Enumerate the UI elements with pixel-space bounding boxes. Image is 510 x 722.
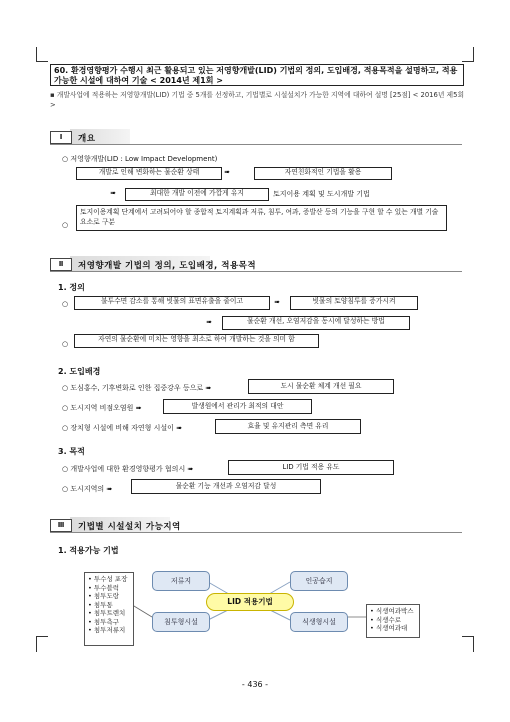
background-row-1: ○ 도심홍수, 기후변화로 인한 집중강우 등으로 ➠ — [62, 384, 212, 392]
section-3-number: Ⅲ — [50, 519, 72, 532]
list-item: • 식생여과박스 — [370, 607, 414, 615]
question-note: ▪ 개발사업에 적용하는 저영향개발(LID) 기법 중 5개를 선정하고, 기법별로 시설설치가 가능한 지역에 대하여 설명 [25점] < 2016년 제5회 > — [50, 91, 465, 109]
purpose-box-2: 물순환 기능 개선과 오염저감 달성 — [131, 479, 321, 494]
node-retention-pond: 저류지 — [152, 571, 210, 591]
purpose-box-1: LID 기법 적용 유도 — [228, 460, 394, 475]
node-infiltration-facility: 침투형시설 — [152, 612, 210, 632]
vegetation-list — [366, 604, 420, 638]
definition-box-4: 자연의 물순환에 미치는 영향을 최소로 하여 개발하는 것을 의미 함 — [74, 334, 319, 348]
purpose-heading: 3. 목적 — [58, 447, 85, 456]
list-item: • 식생여과대 — [370, 624, 408, 632]
section-2-number: Ⅱ — [50, 258, 72, 271]
purpose-row-1: ○ 개발사업에 대한 환경영향평가 협의시 ➠ — [62, 465, 194, 473]
list-item: • 침투측구 — [88, 617, 120, 626]
lid-center-node: LID 적용기법 — [206, 593, 294, 611]
list-item: • 식생수로 — [370, 615, 402, 624]
definition-bullet: ○ — [62, 340, 69, 348]
list-item: • 투수성 포장 — [88, 575, 128, 583]
definition-box-1: 불투수면 감소를 통해 빗물의 표면유출을 줄이고 — [74, 296, 270, 310]
background-row-2: ○ 도시지역 비점오염원 ➠ — [62, 404, 142, 412]
overview-box-1: 개발로 인해 변화하는 물순환 상태 — [76, 167, 222, 180]
background-row-3: ○ 장치형 시설에 비해 자연형 시설이 ➠ — [62, 424, 182, 432]
node-vegetation-facility: 식생형시설 — [290, 612, 348, 632]
definition-heading: 1. 정의 — [58, 283, 85, 292]
section-1-title: 개요 — [78, 134, 96, 144]
definition-bullet: ○ — [62, 300, 69, 308]
overview-box-3: 최대한 개발 이전에 가깝게 유지 — [125, 188, 269, 201]
section-1-number: Ⅰ — [50, 131, 72, 144]
page-number: - 436 - — [241, 680, 269, 689]
list-item: • 침투저류지 — [88, 626, 126, 634]
arrow-icon: ➠ — [224, 168, 230, 176]
list-item: • 침투통 — [88, 600, 113, 609]
overview-line-3-tail: 토지이용 계획 및 도시개발 기법 — [273, 190, 370, 198]
applicable-heading: 1. 적용가능 기법 — [58, 546, 119, 555]
arrow-icon: ➠ — [274, 298, 280, 306]
background-box-3: 효율 및 유지관리 측면 유리 — [215, 419, 361, 434]
question-text: 60. 환경영향평가 수행시 최근 활용되고 있는 저영향개발(LID) 기법의 정의, 도입배경, 적용목적을 설명하고, 적용가능한 시설에 대하여 기술 < 2014년 제1회 > — [54, 66, 458, 85]
node-constructed-wetland: 인공습지 — [290, 571, 348, 591]
list-item: • 침투도랑 — [88, 592, 120, 600]
section-2-title: 저영향개발 기법의 정의, 도입배경, 적용목적 — [78, 261, 257, 271]
background-box-1: 도시 물순환 체계 개선 필요 — [248, 379, 394, 394]
purpose-row-2: ○ 도시지역의 ➠ — [62, 485, 113, 493]
list-item: • 침투트렌치 — [88, 609, 126, 617]
overview-box-4: 토지이용계획 단계에서 고려되어야 할 종합적 토지계획과 저류, 침투, 여과, 증발산 등의 기능을 구현 할 수 있는 개별 기술요소로 구분 — [76, 205, 447, 231]
arrow-icon: ➠ — [110, 189, 116, 197]
definition-box-2: 빗물의 토양침투를 증가시켜 — [290, 296, 418, 310]
section-3-title: 기법별 시설설치 가능지역 — [78, 522, 181, 532]
background-box-2: 발생원에서 관리가 최적의 대안 — [163, 399, 312, 414]
overview-bullet: ○ — [62, 221, 69, 229]
list-item: • 투수블럭 — [88, 583, 120, 592]
definition-box-3: 물순환 개선, 오염저감을 동시에 달성하는 방법 — [222, 316, 410, 330]
overview-heading: ○ 저영향개발(LID : Low Impact Development) — [62, 155, 218, 163]
background-heading: 2. 도입배경 — [58, 367, 101, 376]
overview-box-2: 자연친화적인 기법을 활용 — [254, 167, 392, 180]
arrow-icon: ➠ — [206, 318, 212, 326]
infiltration-list — [84, 572, 134, 646]
